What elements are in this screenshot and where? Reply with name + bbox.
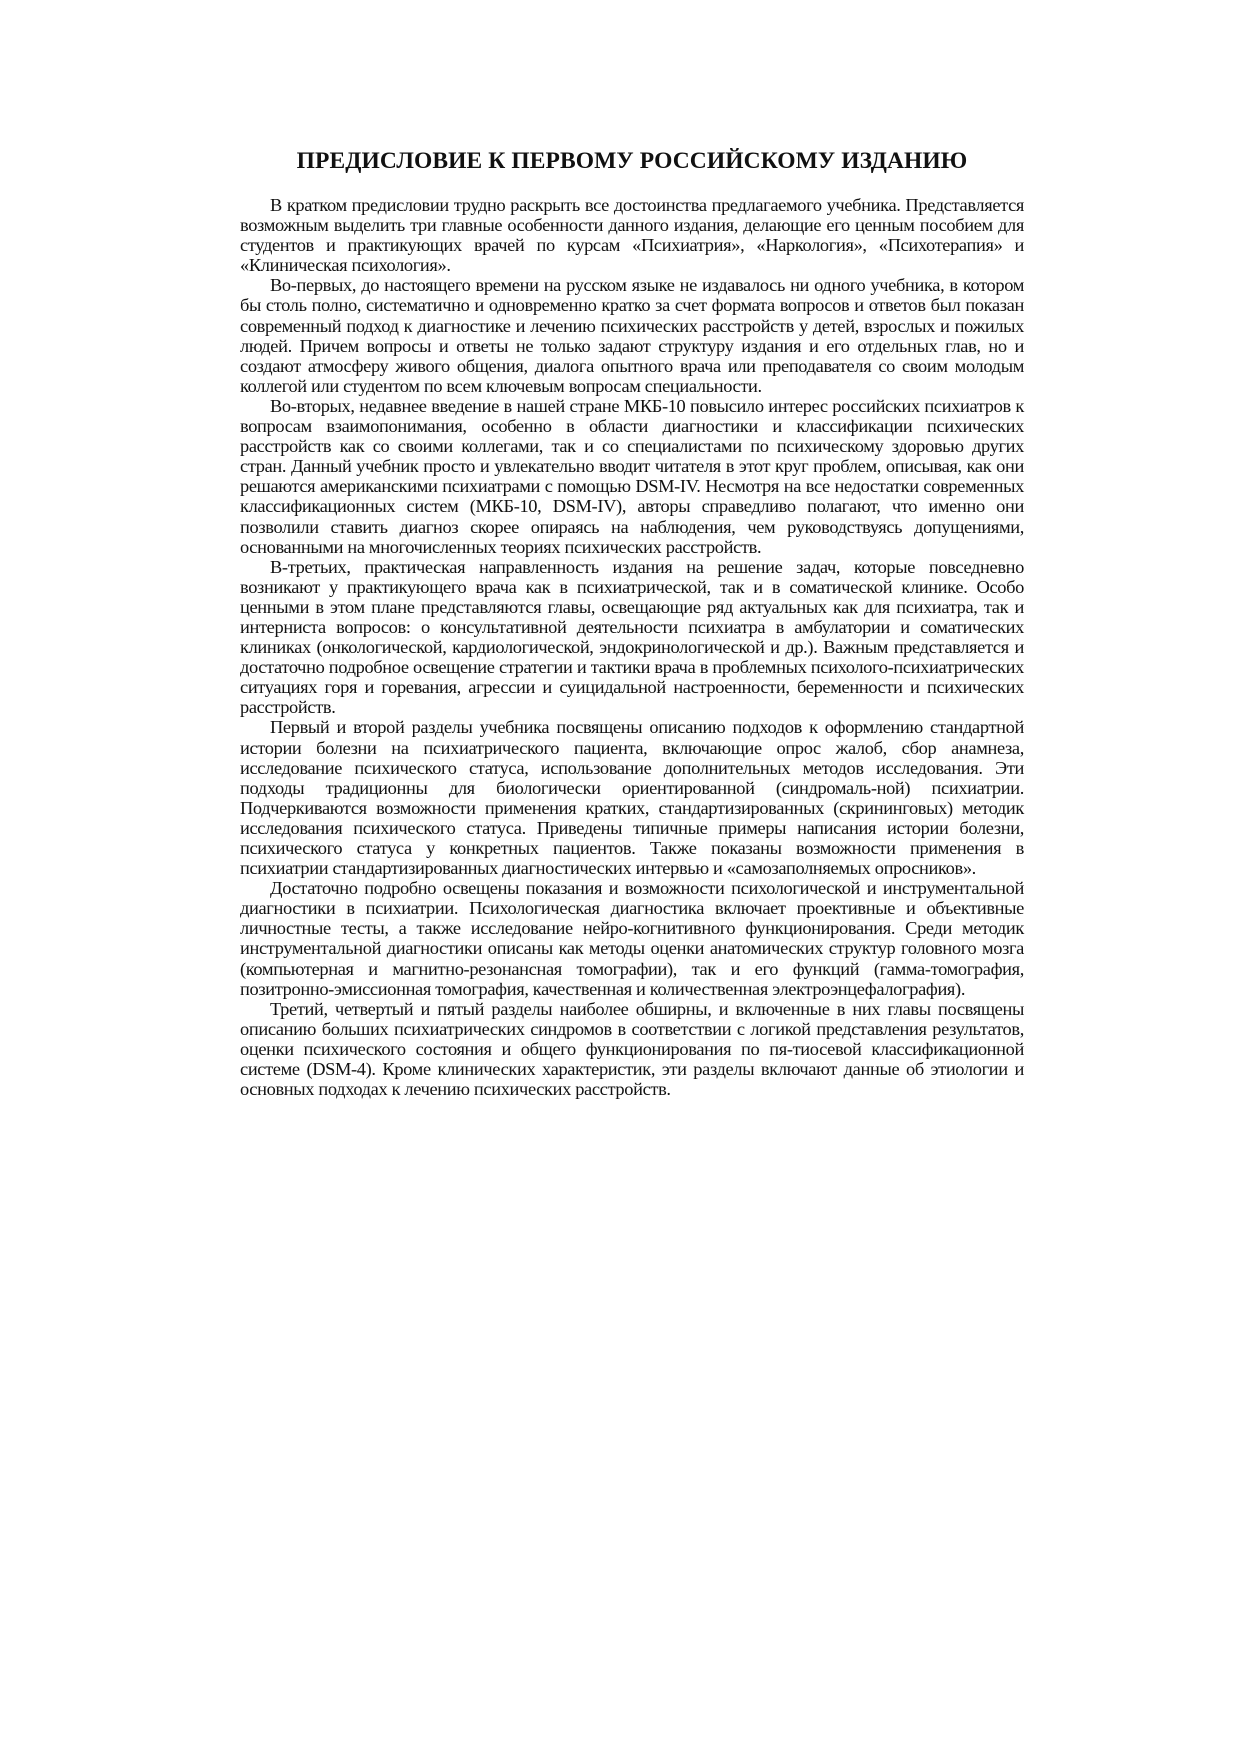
paragraph-diagnostics: Достаточно подробно освещены показания и возможности психологической и инструментальной диагностики в психиатрии. Психологическая диагностика включает проективные и объективные личностные тесты, а также исследование нейро-когнитивного функционирования. Среди методик инструментальной диагностики описаны как методы оценки анатомических структур головного мозга (компьютерная и магнитно-резонансная томографии), так и его функций (гамма-томография, позитронно-эмиссионная томография, качественная и количественная электроэнцефалография). xyxy=(240,878,1024,999)
paragraph-sections-one-two: Первый и второй разделы учебника посвящены описанию подходов к оформлению стандартной истории болезни на психиатрического пациента, включающие опрос жалоб, сбор анамнеза, исследование психического статуса, использование дополнительных методов исследования. Эти подходы традиционны для биологически ориентированной (синдромаль-ной) психиатрии. Подчеркиваются возможности применения кратких, стандартизированных (скрининговых) методик исследования психического статуса. Приведены типичные примеры написания истории болезни, психического статуса у конкретных пациентов. Также показаны возможности применения в психиатрии стандартизированных диагностических интервью и «самозаполняемых опросников». xyxy=(240,717,1024,879)
paragraph-first-point: Во-первых, до настоящего времени на русском языке не издавалось ни одного учебника, в котором бы столь полно, систематично и одновременно кратко за счет формата вопросов и ответов был показан современный подход к диагностике и лечению психических расстройств у детей, взрослых и пожилых людей. Причем вопросы и ответы не только задают структуру издания и его отдельных глав, но и создают атмосферу живого общения, диалога опытного врача или преподавателя со своим молодым коллегой или студентом по всем ключевым вопросам специальности. xyxy=(240,275,1024,396)
paragraph-sections-three-five: Третий, четвертый и пятый разделы наиболее обширны, и включенные в них главы посвящены описанию больших психиатрических синдромов в соответствии с логикой представления результатов, оценки психического состояния и общего функционирования по пя-тиосевой классификационной системе (DSM-4). Кроме клинических характеристик, эти разделы включают данные об этиологии и основных подходах к лечению психических расстройств. xyxy=(240,998,1024,1100)
paragraph-intro: В кратком предисловии трудно раскрыть все достоинства предлагаемого учебника. Представляется возможным выделить три главные особенности данного издания, делающие его ценным пособием для студентов и практикующих врачей по курсам «Психиатрия», «Наркология», «Психотерапия» и «Клиническая психология». xyxy=(240,195,1024,276)
paragraph-second-point: Во-вторых, недавнее введение в нашей стране МКБ-10 повысило интерес российских психиатров к вопросам взаимопонимания, особенно в области диагностики и классификации психических расстройств как со своими коллегами, так и со специалистами по психическому здоровью других стран. Данный учебник просто и увлекательно вводит читателя в этот круг проблем, описывая, как они решаются американскими психиатрами с помощью DSM-IV. Несмотря на все недостатки современных классификационных систем (МКБ-10, DSM-IV), авторы справедливо полагают, что именно они позволили ставить диагноз скорее опираясь на наблюдения, чем руководствуясь допущениями, основанными на многочисленных теориях психических расстройств. xyxy=(240,395,1024,557)
page-title: ПРЕДИСЛОВИЕ К ПЕРВОМУ РОССИЙСКОМУ ИЗДАНИЮ xyxy=(296,148,968,174)
document-page xyxy=(240,146,1024,1099)
paragraph-third-point: В-третьих, практическая направленность издания на решение задач, которые повседневно возникают у практикующего врача как в психиатрической, так и в соматической клинике. Особо ценными в этом плане представляются главы, освещающие ряд актуальных как для психиатра, так и интерниста вопросов: о консультативной деятельности психиатра в амбулатории и соматических клиниках (онкологической, кардиологической, эндокринологической и др.). Важным представляется и достаточно подробное освещение стратегии и тактики врача в проблемных психолого-психиатрических ситуациях горя и горевания, агрессии и суицидальной настроенности, беременности и психических расстройств. xyxy=(240,556,1024,718)
